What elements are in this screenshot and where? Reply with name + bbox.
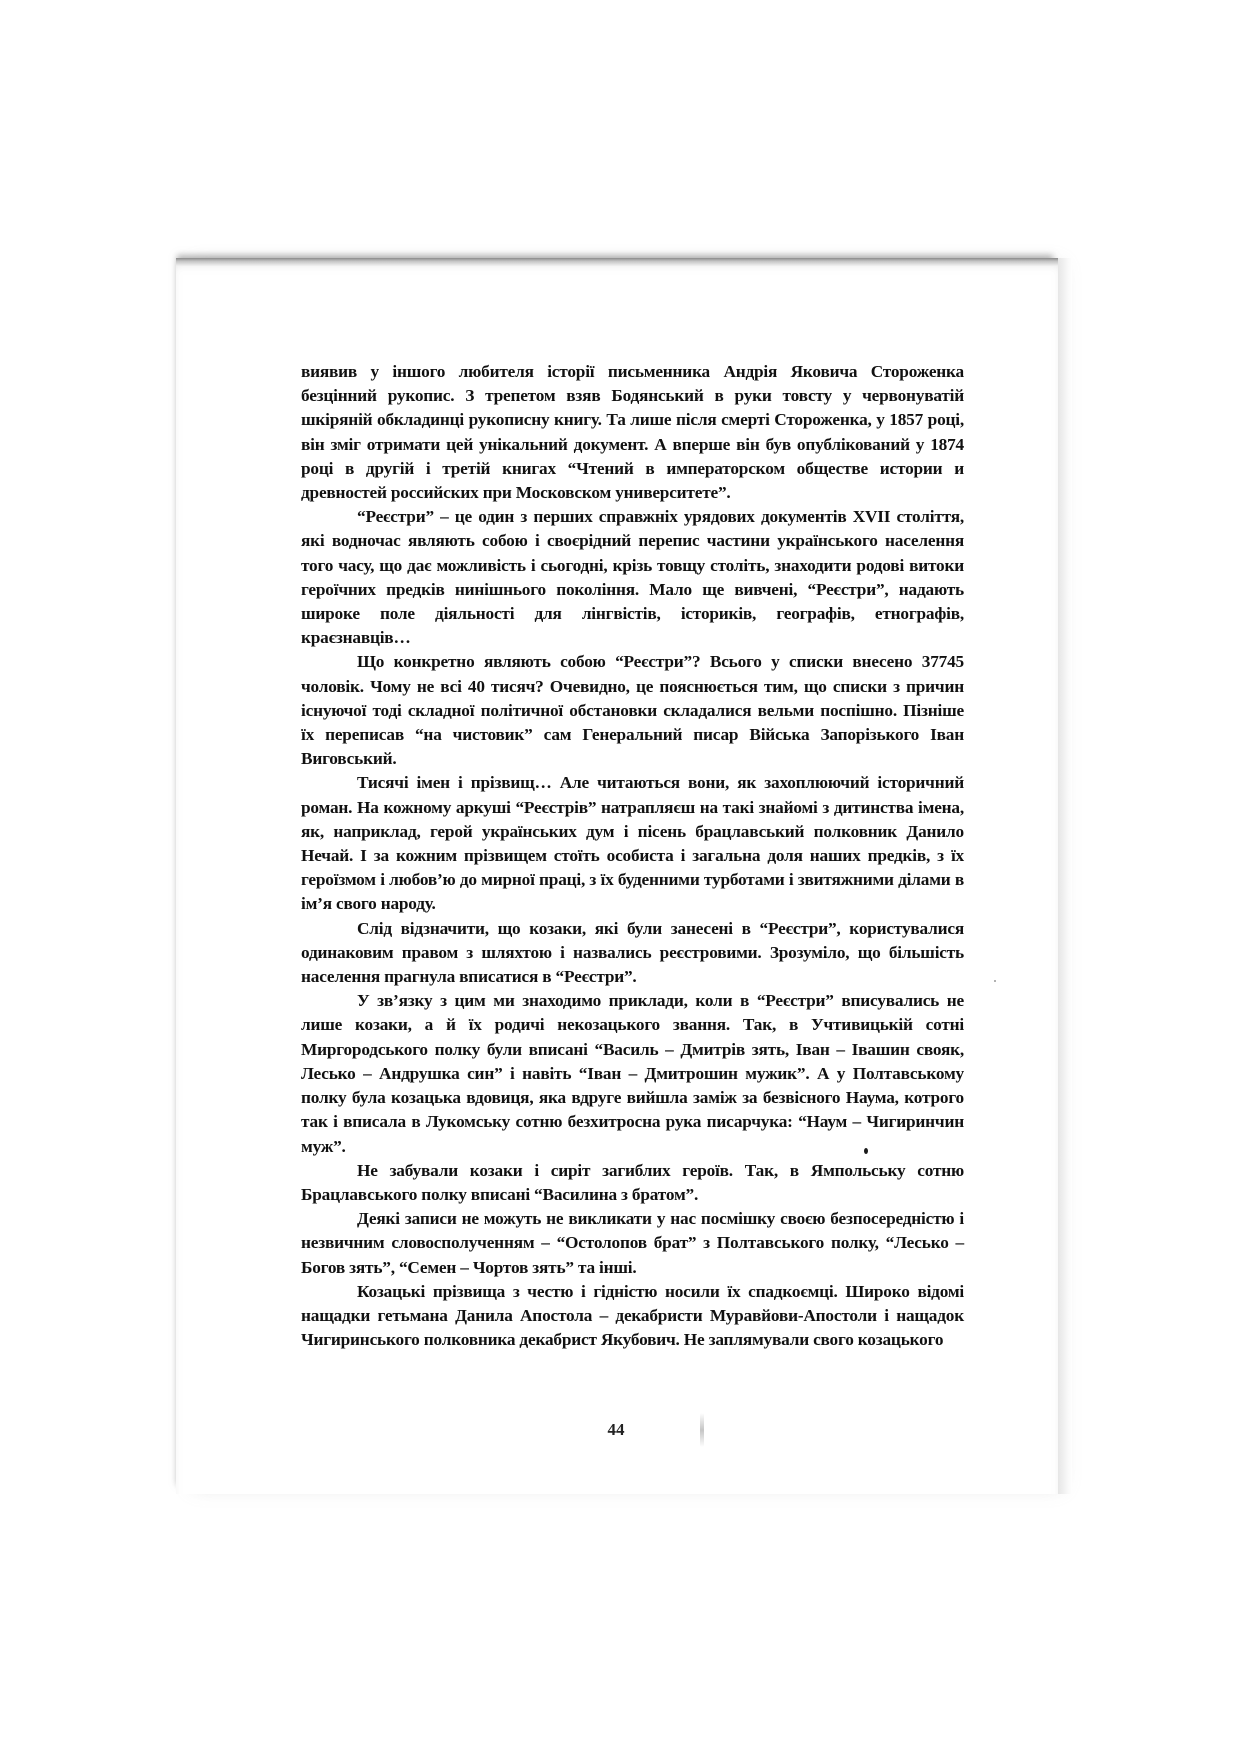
paragraph-7: Не забували козаки і сиріт загиблих героїв. Так, в Ямпольську сотню Брацлавського полку вписані “Василина з братом”. (301, 1160, 964, 1204)
paragraph-9: Козацькі прізвища з честю і гідністю носили їх спадкоємці. Широко відомі нащадки гетьмана Данила Апостола – декабристи Муравйови-Апостоли і нащадок Чигиринського полковника декабрист Якубович. Не заплямували свого козацького (301, 1281, 964, 1350)
scan-shadow-top (176, 258, 1072, 266)
paragraph-4: Тисячі імен і прізвищ… Але читаються вони, як захоплюючий історичний роман. На кожному аркуші “Реєстрів” натрапляєш на такі знайомі з дитинства імена, як, наприклад, герой українських дум і пісень брацлавський полковник Данило Нечай. І за кожним прізвищем стоїть особиста і загальна доля наших предків, з їх героїзмом і любов’ю до мирної праці, з їх буденними турботами і звитяжними ділами в ім’я свого народу. (301, 773, 964, 914)
paragraph-2: “Реєстри” – це один з перших справжніх урядових документів XVII століття, які водночас являють собою і своєрідний перепис частини українського населення того часу, що дає можливість і сьогодні, крізь товщу століть, знаходити родові витоки героїчних предків нинішнього покоління. Мало ще вивчені, “Реєстри”, надають широке поле діяльності для лінгвістів, істориків, географів, етнографів, краєзнавців… (301, 507, 964, 648)
paragraph-1: виявив у іншого любителя історії письменника Андрія Яковича Стороженка безцінний рукопис. З трепетом взяв Бодянський в руки товсту у червонуватій шкіряній обкладинці рукописну книгу. Та лише після смерті Стороженка, у 1857 році, він зміг отримати цей унікальний документ. А вперше він був опублікований у 1874 році в другій і третій книгах “Чтений в императорском обществе истории и древностей российских при Московском университете”. (301, 362, 964, 503)
paragraph-5: Слід відзначити, що козаки, які були занесені в “Реєстри”, користувалися одинаковим правом з шляхтою і назвались реєстровими. Зрозуміло, що більшість населення прагнула вписатися в “Реєстри”. (301, 918, 964, 987)
page-number: 44 (607, 1420, 625, 1439)
body-text (301, 360, 964, 1352)
paragraph-6: У зв’язку з цим ми знаходимо приклади, коли в “Реєстри” вписувались не лише козаки, а й їх родичі некозацького звання. Так, в Учтивицькій сотні Миргородського полку були вписані “Василь – Дмитрів зять, Іван – Івашин свояк, Лесько – Андрушка син” і навіть “Іван – Дмитрошин мужик”. А у Полтавському полку була козацька вдовиця, яка вдруге вийшла заміж за безвісного Наума, котрого так і вписала в Лукомську сотню безхитросна рука писарчука: “Наум – Чигиринчин муж”. (301, 991, 964, 1156)
paragraph-3: Що конкретно являють собою “Реєстри”? Всього у списки внесено 37745 чоловік. Чому не всі 40 тисяч? Очевидно, це пояснюється тим, що списки з причин існуючої тоді складної політичної обстановки складалися вельми поспішно. Пізніше їх переписав “на чистовик” сам Генеральний писар Війська Запорізького Іван Виговський. (301, 652, 964, 769)
paragraph-8: Деякі записи не можуть не викликати у нас посмішку своєю безпосередністю і незвичним словосполученням – “Остолопов брат” з Полтавського полку, “Лесько – Богов зять”, “Семен – Чортов зять” та інші. (301, 1209, 964, 1277)
ink-speck (864, 1148, 868, 1154)
scan-smudge (700, 1413, 704, 1447)
scan-shadow-right (1058, 258, 1072, 1494)
ink-speck (994, 980, 996, 982)
